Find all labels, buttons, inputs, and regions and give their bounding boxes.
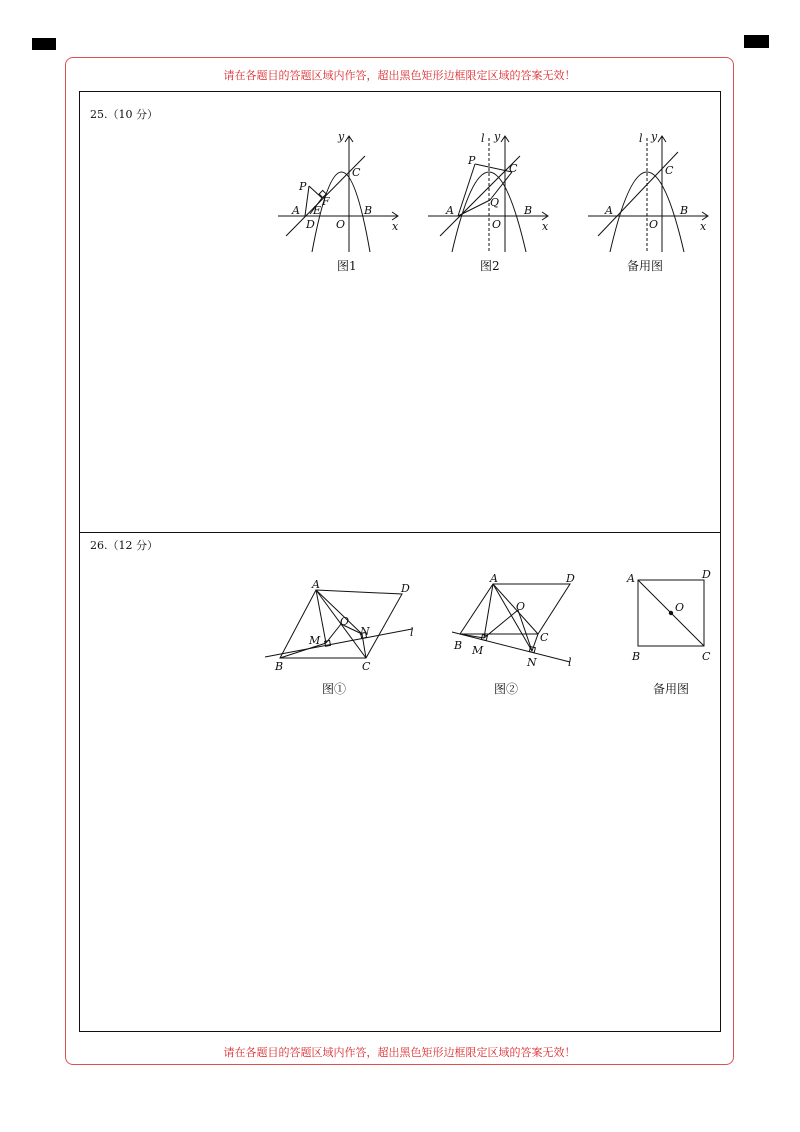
point-label-O: O: [516, 600, 526, 613]
figure-caption: 图2: [480, 259, 500, 273]
axis-label-y: y: [494, 130, 501, 143]
point-label-C: C: [509, 162, 518, 175]
alignment-mark-left: [32, 38, 56, 50]
point-label-F: F: [322, 195, 330, 208]
point-label-B: B: [680, 204, 689, 217]
axis-label-x: x: [542, 220, 549, 233]
point-label-O: O: [340, 615, 350, 628]
point-label-C: C: [702, 650, 711, 663]
q25-figure-2: [420, 128, 560, 278]
point-label-A: A: [627, 572, 635, 585]
point-label-A: A: [490, 572, 498, 585]
q26-figure-spare: [622, 568, 722, 698]
point-label-M: M: [472, 644, 484, 657]
figure-caption: 备用图: [627, 259, 664, 273]
point-label-C: C: [665, 164, 674, 177]
figure-caption: 图②: [494, 682, 519, 696]
axis-label-x: x: [392, 220, 399, 233]
q26-figure-2: [448, 574, 588, 699]
point-label-E: E: [313, 204, 322, 217]
point-label-B: B: [364, 204, 373, 217]
point-label-D: D: [566, 572, 575, 585]
point-label-Q: Q: [490, 196, 500, 209]
point-label-M: M: [309, 634, 321, 647]
figure-caption: 图1: [337, 259, 357, 273]
point-label-D: D: [702, 568, 711, 581]
point-label-A: A: [605, 204, 613, 217]
question-25-label: 25.（10 分）: [90, 108, 158, 121]
point-label-O: O: [675, 601, 685, 614]
line-label-l: l: [639, 132, 643, 145]
point-label-O: O: [649, 218, 659, 231]
point-label-C: C: [362, 660, 371, 673]
q25-figure-spare: [580, 128, 720, 278]
question-divider: [79, 532, 721, 533]
alignment-mark-right: [744, 35, 769, 48]
axis-label-y: y: [651, 130, 658, 143]
line-label-l: l: [481, 132, 485, 145]
point-label-A: A: [312, 578, 320, 591]
point-label-A: A: [446, 204, 454, 217]
point-label-D: D: [401, 582, 410, 595]
point-label-B: B: [524, 204, 533, 217]
q26-figure-1: [260, 578, 425, 703]
axis-label-y: y: [338, 130, 345, 143]
line-label-l: l: [568, 656, 572, 669]
point-label-N: N: [360, 625, 370, 638]
figure-caption: 图①: [322, 682, 347, 696]
warning-bottom: 请在各题目的答题区域内作答，超出黑色矩形边框限定区域的答案无效！: [223, 1046, 576, 1059]
point-label-B: B: [454, 639, 463, 652]
q25-figure-1: [270, 128, 410, 278]
point-label-O: O: [492, 218, 502, 231]
point-label-N: N: [527, 656, 537, 669]
question-26-label: 26.（12 分）: [90, 539, 158, 552]
point-label-P: P: [299, 180, 307, 193]
warning-top: 请在各题目的答题区域内作答，超出黑色矩形边框限定区域的答案无效！: [223, 69, 576, 82]
point-label-A: A: [292, 204, 300, 217]
point-label-O: O: [336, 218, 346, 231]
point-label-P: P: [468, 154, 476, 167]
point-label-B: B: [632, 650, 641, 663]
point-label-C: C: [352, 166, 361, 179]
axis-label-x: x: [700, 220, 707, 233]
line-label-l: l: [410, 626, 414, 639]
figure-caption: 备用图: [653, 682, 690, 696]
point-label-D: D: [306, 218, 315, 231]
point-label-C: C: [540, 631, 549, 644]
point-label-B: B: [275, 660, 284, 673]
